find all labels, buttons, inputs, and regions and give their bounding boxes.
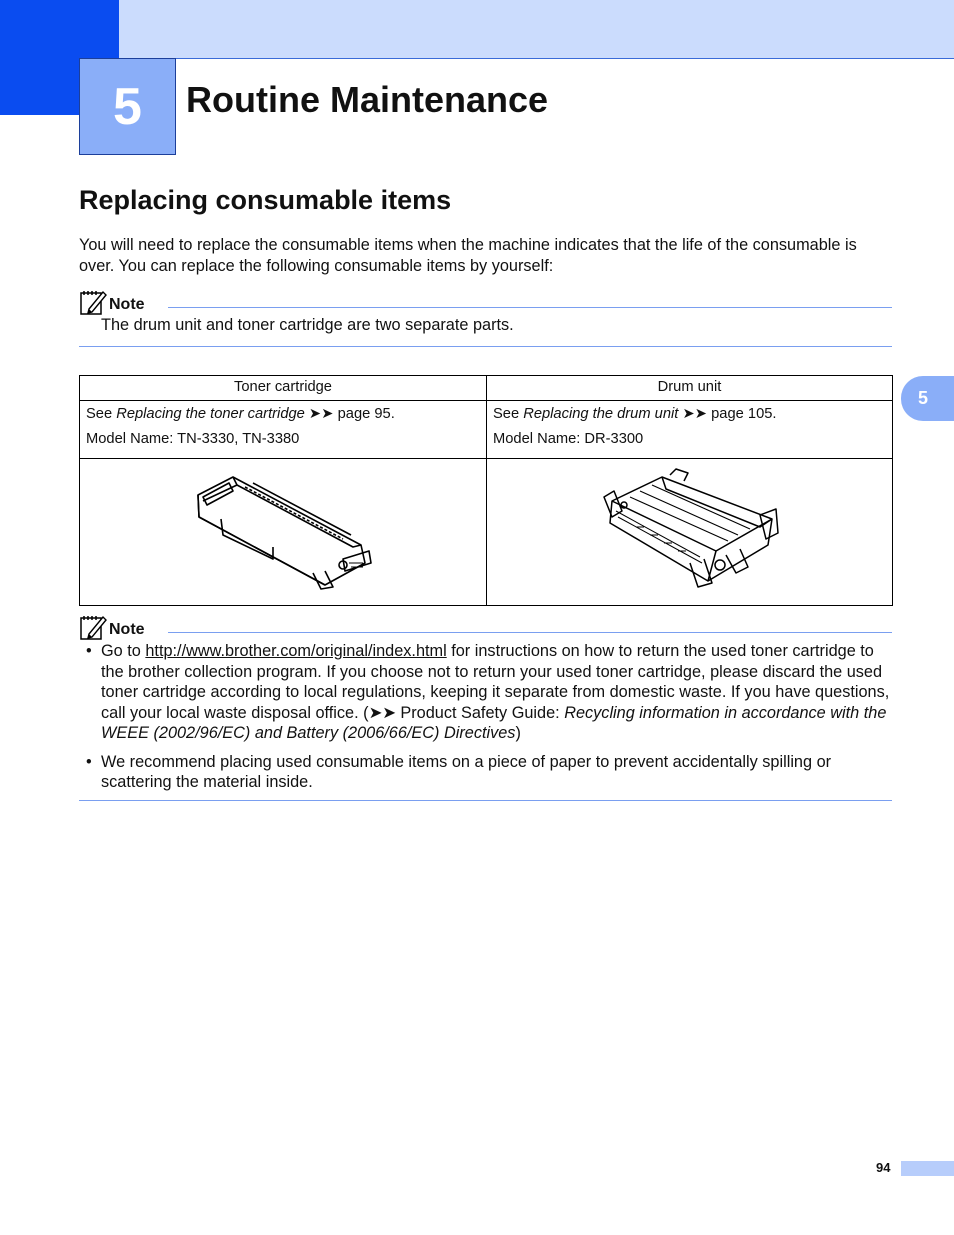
note-text: The drum unit and toner cartridge are two separate parts. xyxy=(101,316,514,334)
drum-description xyxy=(487,401,893,459)
note-header xyxy=(79,286,145,316)
arrow-icon: ➤➤ xyxy=(308,406,334,422)
drum-unit-image xyxy=(600,467,780,593)
header-band xyxy=(0,0,954,59)
drum-image-cell xyxy=(487,459,893,606)
list-item: • We recommend placing used consumable items on a piece of paper to prevent accidentally spilling or scattering the material inside. xyxy=(86,752,832,791)
table-header-toner: Toner cartridge xyxy=(80,376,487,401)
bullet-icon: • xyxy=(86,752,92,771)
list-item: • Go to http://www.brother.com/original/index.html for instructions on how to return the used toner cartridge to the brother collection program. If you choose not to return your used toner cartridge, please discard the used toner cartridge according to local regulations, keeping it separate from domestic waste. If you have questions, call your local waste disposal office. (➤➤ Product Safety Guide: Recycling information in accordance with the WEEE (2002/96/EC) and Battery (2006/66/EC) Directives) xyxy=(86,642,890,742)
drum-reference-link[interactable]: Replacing the drum unit xyxy=(523,406,679,422)
consumables-table xyxy=(79,375,893,606)
table-header-drum: Drum unit xyxy=(487,376,893,401)
toner-cartridge-image xyxy=(193,467,373,593)
footer-bar xyxy=(901,1161,954,1176)
drum-model-name: Model Name: DR-3300 xyxy=(493,431,644,447)
note-pencil-icon xyxy=(79,288,107,316)
chapter-title: Routine Maintenance xyxy=(186,79,549,120)
note-rule xyxy=(168,307,892,308)
toner-image-cell xyxy=(80,459,487,606)
note-label: Note xyxy=(109,621,145,638)
note-bottom-rule xyxy=(79,800,892,801)
recycling-link[interactable]: http://www.brother.com/original/index.html xyxy=(145,642,447,660)
section-title: Replacing consumable items xyxy=(79,185,452,215)
note-pencil-icon xyxy=(79,613,107,641)
bullet-icon: • xyxy=(86,642,92,660)
drum-reference: See Replacing the drum unit ➤➤ page 105. xyxy=(493,406,777,422)
chapter-number: 5 xyxy=(79,58,176,155)
arrow-icon: ➤➤ xyxy=(682,406,708,422)
toner-model-name: Model Name: TN-3330, TN-3380 xyxy=(86,431,300,447)
note-bullet-list xyxy=(79,641,894,801)
note-bottom-rule xyxy=(79,346,892,347)
page-number: 94 xyxy=(876,1160,891,1175)
note-rule xyxy=(168,632,892,633)
note-header xyxy=(79,611,145,641)
note-label: Note xyxy=(109,296,145,313)
chapter-side-tab[interactable]: 5 xyxy=(901,376,954,421)
toner-reference: See Replacing the toner cartridge ➤➤ page 95. xyxy=(86,406,395,422)
toner-reference-link[interactable]: Replacing the toner cartridge xyxy=(116,406,305,422)
arrow-icon: ➤➤ xyxy=(368,703,396,722)
toner-description xyxy=(80,401,487,459)
intro-paragraph: You will need to replace the consumable items when the machine indicates that the life of the consumable is over. You can replace the following consumable items by yourself: xyxy=(79,236,857,275)
guide-reference: Recycling information in accordance with the WEEE (2002/96/EC) and Battery (2006/66/EC) Directives xyxy=(101,703,887,742)
